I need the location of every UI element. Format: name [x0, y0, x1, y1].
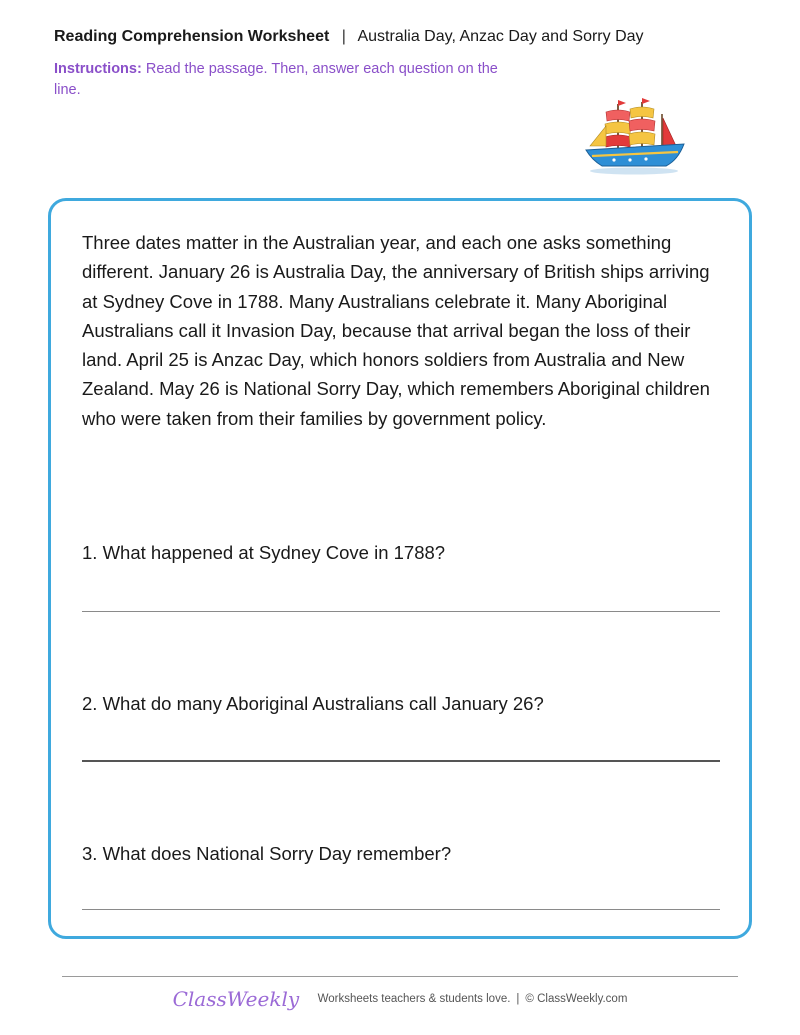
answer-line-2[interactable] [82, 760, 720, 762]
brand-logo: ClassWeekly [172, 987, 300, 1011]
footer-divider [62, 976, 738, 977]
question-1: 1. What happened at Sydney Cove in 1788? [82, 542, 446, 563]
header-separator: | [341, 28, 346, 45]
answer-line-1[interactable] [82, 611, 720, 612]
reading-passage: Three dates matter in the Australian year, and each one asks something different. January 26 is Australia Day, the anniversary of British ships arriving at Sydney Cove in 1788. Many Australians celebrate it. Many Aboriginal Australians call it Invasion Day, because that arrival began the loss of their land. April 25 is Anzac Day, which honors soldiers from Australia and New Zealand. May 26 is National Sorry Day, which remembers Aboriginal children who were taken from their families by government policy. [82, 232, 710, 429]
footer [0, 987, 800, 1011]
copyright-text: © ClassWeekly.com [525, 993, 628, 1005]
sailing-ship-icon [580, 96, 690, 178]
instructions-text: Read the passage. Then, answer each question on the line. [54, 61, 498, 98]
answer-line-3[interactable] [82, 909, 720, 910]
instructions [54, 59, 514, 101]
worksheet-header [54, 28, 644, 46]
worksheet-title: Reading Comprehension Worksheet [54, 28, 330, 45]
passage-card [48, 198, 752, 939]
tagline-text: Worksheets teachers & students love. [317, 993, 511, 1005]
instructions-label: Instructions: [54, 61, 142, 77]
footer-tagline [318, 993, 628, 1005]
worksheet-subtitle: Australia Day, Anzac Day and Sorry Day [357, 28, 644, 45]
footer-separator: | [516, 993, 520, 1005]
question-2: 2. What do many Aboriginal Australians call January 26? [82, 693, 544, 714]
question-3: 3. What does National Sorry Day remember? [82, 843, 452, 864]
